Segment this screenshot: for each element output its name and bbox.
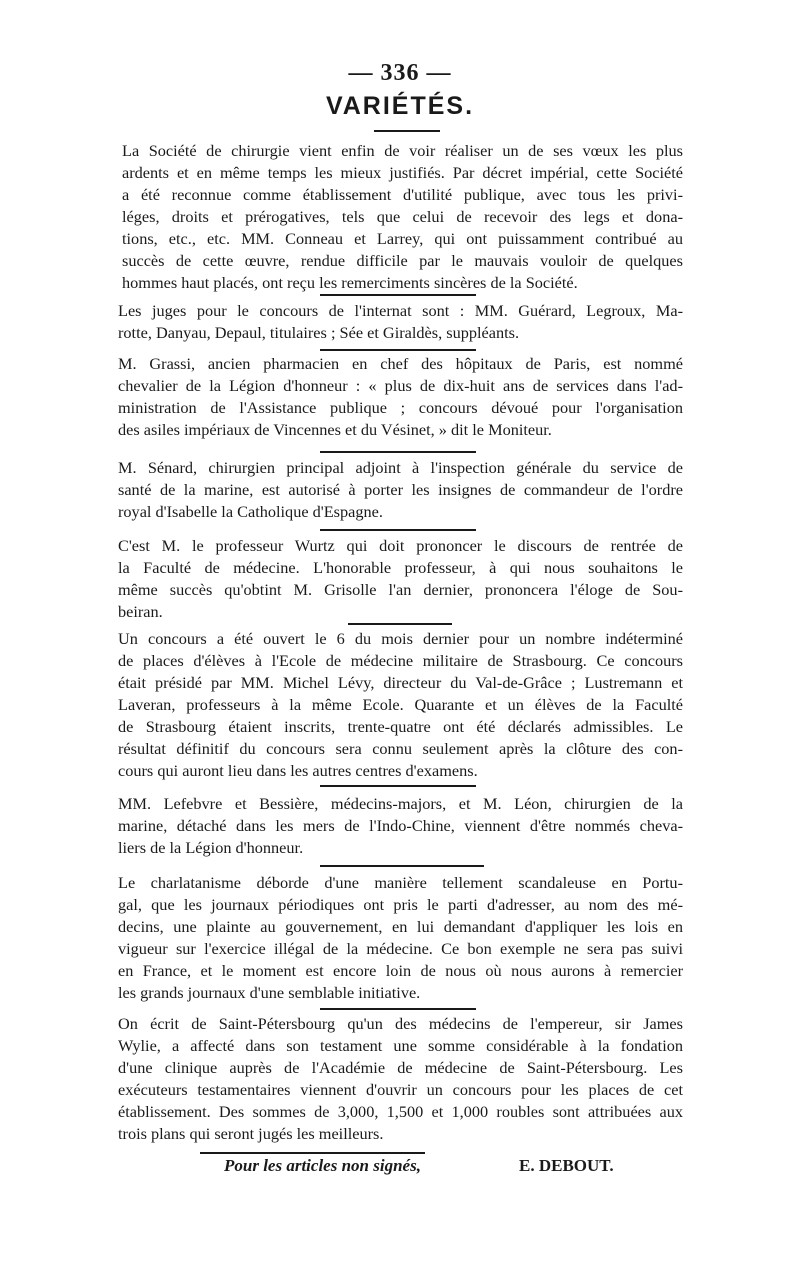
text-line: La Société de chirurgie vient enfin de voir réaliser un de ses vœux les plus <box>122 141 683 160</box>
text-line: liers de la Légion d'honneur. <box>118 838 304 857</box>
text-line: cours qui auront lieu dans les autres centres d'examens. <box>118 761 478 780</box>
text-line: gal, que les journaux périodiques ont pris le parti d'adresser, au nom des mé- <box>118 895 683 914</box>
text-line: M. Sénard, chirurgien principal adjoint à l'inspection générale du service de <box>118 458 683 477</box>
signature-author: E. DEBOUT. <box>519 1156 614 1175</box>
divider-rule <box>320 451 476 453</box>
text-line: les grands journaux d'une semblable initiative. <box>118 983 421 1002</box>
text-line: vigueur sur l'exercice illégal de la médecine. Ce bon exemple ne sera pas suivi <box>118 939 683 958</box>
paragraph <box>122 140 683 294</box>
paragraph <box>118 1013 683 1145</box>
text-line: était présidé par MM. Michel Lévy, directeur du Val-de-Grâce ; Lustremann et <box>118 673 683 692</box>
text-line: Wylie, a affecté dans son testament une somme considérable à la fondation <box>118 1036 683 1055</box>
page-number: — 336 — <box>348 60 452 86</box>
text-line: rotte, Danyau, Depaul, titulaires ; Sée et Giraldès, suppléants. <box>118 323 520 342</box>
divider-rule <box>320 529 476 531</box>
text-line: beiran. <box>118 602 163 621</box>
paragraph <box>118 300 683 344</box>
text-line: des asiles impériaux de Vincennes et du Vésinet, » dit le Moniteur. <box>118 420 552 439</box>
text-line: d'une clinique auprès de l'Académie de médecine de Saint-Pétersbourg. Les <box>118 1058 683 1077</box>
divider-rule <box>320 865 484 867</box>
paragraph <box>118 535 683 623</box>
divider-rule <box>320 785 476 787</box>
text-line: decins, une plainte au gouvernement, en lui demandant d'appliquer les lois en <box>118 917 683 936</box>
text-line: marine, détaché dans les mers de l'Indo-Chine, viennent d'être nommés cheva- <box>118 816 683 835</box>
text-line: a été reconnue comme établissement d'utilité publique, avec tous les privi- <box>122 185 683 204</box>
text-line: Les juges pour le concours de l'internat sont : MM. Guérard, Legroux, Ma- <box>118 301 683 320</box>
divider-rule <box>348 623 452 625</box>
text-line: de Strasbourg étaient inscrits, trente-quatre ont été déclarés admissibles. Le <box>118 717 683 736</box>
section-title: VARIÉTÉS. <box>325 92 475 120</box>
divider-rule <box>320 294 476 296</box>
text-line: léges, droits et prérogatives, tels que celui de recevoir des legs et dona- <box>122 207 683 226</box>
paragraph <box>118 457 683 523</box>
signature-note: Pour les articles non signés, <box>224 1156 421 1175</box>
paragraph <box>118 872 683 1004</box>
text-line: résultat définitif du concours sera connu seulement après la clôture des con- <box>118 739 683 758</box>
text-line: ardents et en même temps les mieux justifiés. Par décret impérial, cette Société <box>122 163 683 182</box>
text-line: On écrit de Saint-Pétersbourg qu'un des médecins de l'empereur, sir James <box>118 1014 683 1033</box>
text-line: chevalier de la Légion d'honneur : « plus de dix-huit ans de services dans l'ad- <box>118 376 683 395</box>
text-line: tions, etc., etc. MM. Conneau et Larrey, qui ont puissamment contribué au <box>122 229 683 248</box>
text-line: la Faculté de médecine. L'honorable professeur, à qui nous souhaitons le <box>118 558 683 577</box>
text-line: Laveran, professeurs à la même Ecole. Quarante et un élèves de la Faculté <box>118 695 683 714</box>
text-line: santé de la marine, est autorisé à porter les insignes de commandeur de l'ordre <box>118 480 683 499</box>
text-line: en France, et le moment est encore loin de nous où nous aurons à remercier <box>118 961 683 980</box>
text-line: Un concours a été ouvert le 6 du mois dernier pour un nombre indéterminé <box>118 629 683 648</box>
text-line: même succès qu'obtint M. Grisolle l'an dernier, prononcera l'éloge de Sou- <box>118 580 683 599</box>
text-line: MM. Lefebvre et Bessière, médecins-majors, et M. Léon, chirurgien de la <box>118 794 683 813</box>
text-line: de places d'élèves à l'Ecole de médecine militaire de Strasbourg. Ce concours <box>118 651 683 670</box>
text-line: succès de cette œuvre, rendue difficile par le mauvais vouloir de quelques <box>122 251 683 270</box>
text-line: ministration de l'Assistance publique ; concours dévoué pour l'organisation <box>118 398 683 417</box>
paragraph <box>118 628 683 782</box>
signature-rule <box>200 1152 425 1154</box>
text-line: trois plans qui seront jugés les meilleurs. <box>118 1124 384 1143</box>
divider-rule <box>374 130 440 132</box>
text-line: royal d'Isabelle la Catholique d'Espagne. <box>118 502 383 521</box>
text-line: Le charlatanisme déborde d'une manière tellement scandaleuse en Portu- <box>118 873 683 892</box>
text-line: M. Grassi, ancien pharmacien en chef des hôpitaux de Paris, est nommé <box>118 354 683 373</box>
divider-rule <box>320 349 476 351</box>
divider-rule <box>320 1008 476 1010</box>
text-line: hommes haut placés, ont reçu les remerciments sincères de la Société. <box>122 273 578 292</box>
text-line: C'est M. le professeur Wurtz qui doit prononcer le discours de rentrée de <box>118 536 683 555</box>
paragraph <box>118 793 683 859</box>
paragraph <box>118 353 683 441</box>
text-line: exécuteurs testamentaires viennent d'ouvrir un concours pour les places de cet <box>118 1080 683 1099</box>
text-line: établissement. Des sommes de 3,000, 1,500 et 1,000 roubles sont attribuées aux <box>118 1102 683 1121</box>
